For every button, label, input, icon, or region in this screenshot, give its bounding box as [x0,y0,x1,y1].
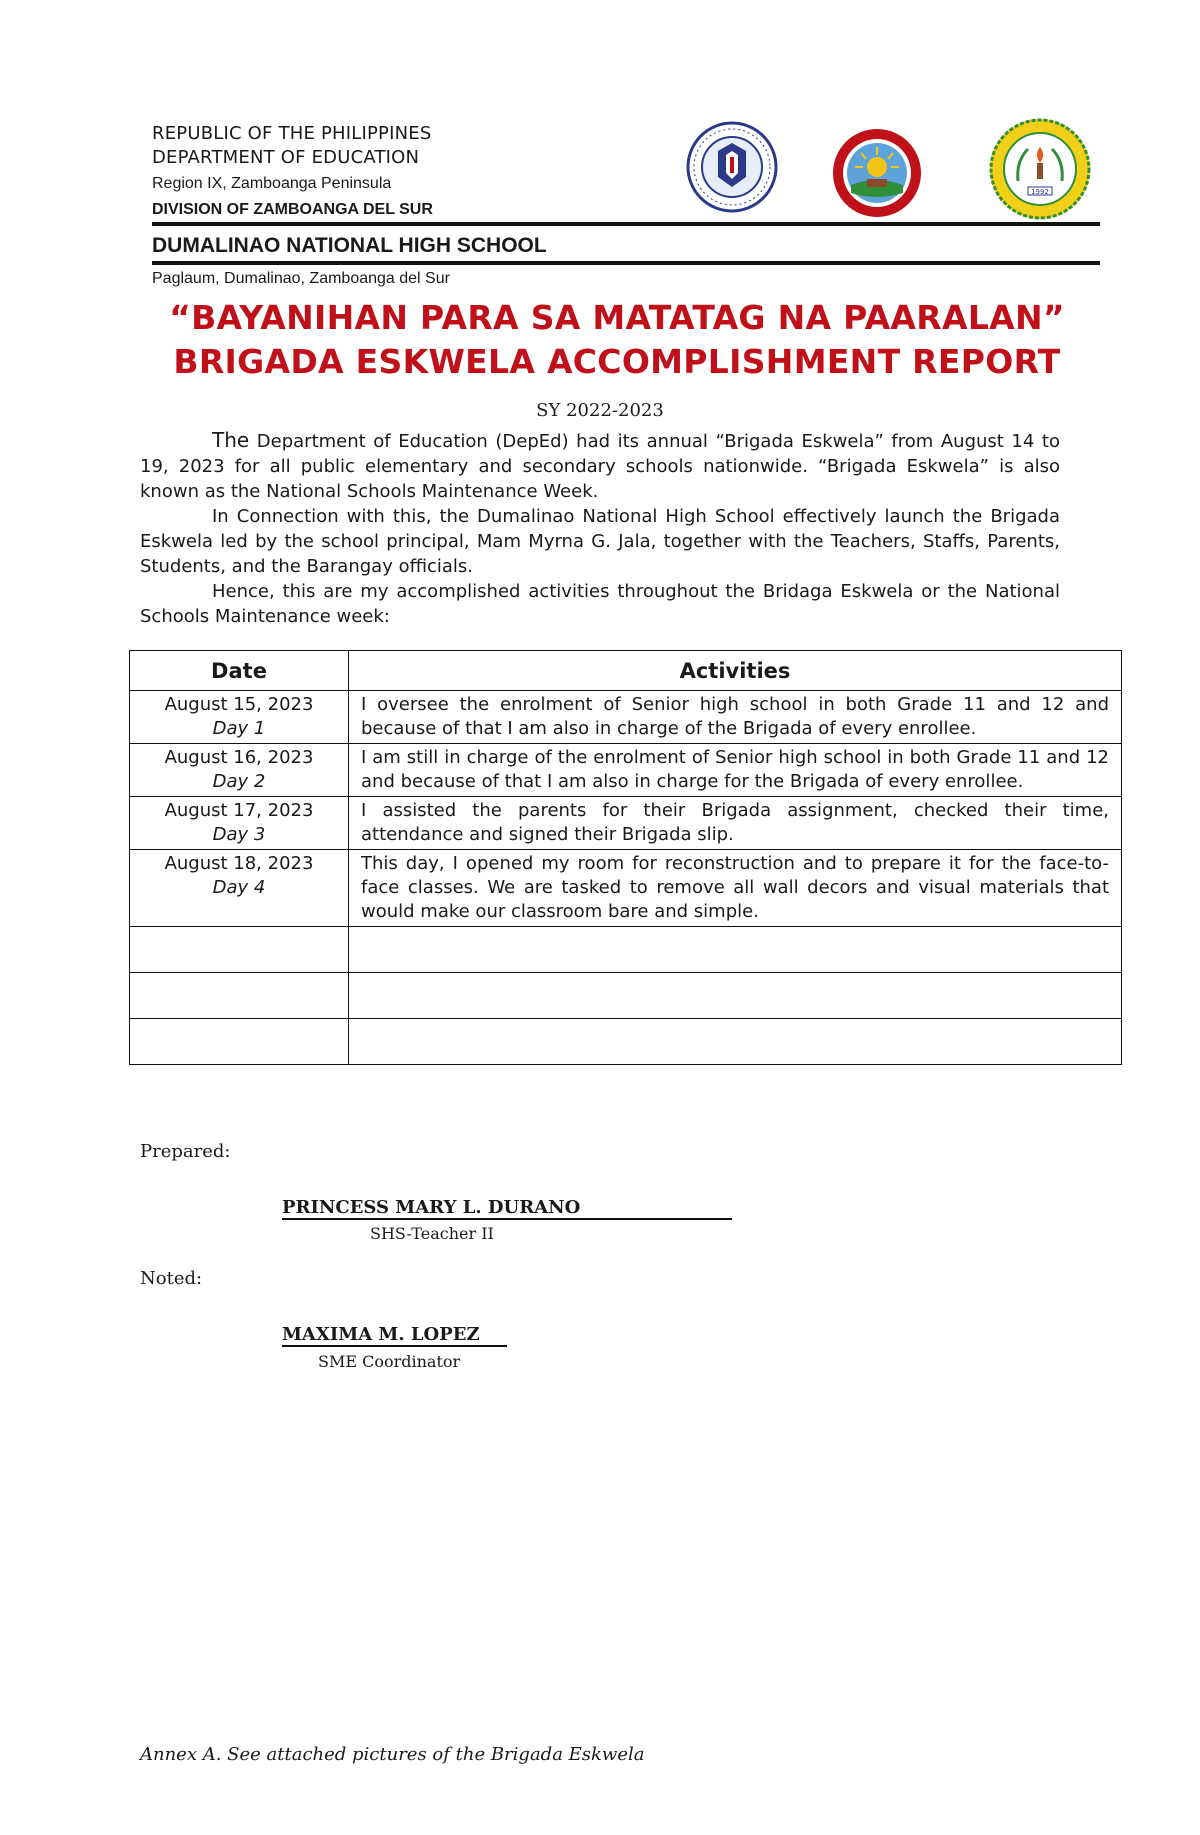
paragraph-1 [140,428,1060,504]
table-row [130,691,1122,744]
header-division: DIVISION OF ZAMBOANGA DEL SUR [152,201,433,218]
header-date: Date [130,651,349,691]
activity-cell: I oversee the enrolment of Senior high school in both Grade 11 and 12 and because of that I am also in charge of the Brigada of every enrollee. [349,691,1122,744]
date-cell [130,744,349,797]
school-seal-year: 1992 [1031,188,1049,196]
date-cell [130,797,349,850]
header-activities: Activities [349,651,1122,691]
date-text: August 16, 2023 [164,747,314,768]
day-text: Day 1 [212,718,266,739]
body-text [140,428,1060,629]
prepared-name: PRINCESS MARY L. DURANO [282,1197,581,1218]
empty-date-cell [130,1019,349,1065]
activities-table [129,650,1122,1065]
table-row [130,797,1122,850]
prepared-label: Prepared: [140,1141,231,1162]
date-text: August 17, 2023 [164,800,314,821]
school-address: Paglaum, Dumalinao, Zamboanga del Sur [152,270,450,287]
header-department: DEPARTMENT OF EDUCATION [152,147,420,168]
header-rule-bottom [152,261,1100,265]
empty-date-cell [130,973,349,1019]
header-republic: REPUBLIC OF THE PHILIPPINES [152,123,432,144]
annex-note: Annex A. See attached pictures of the Brigada Eskwela [140,1744,645,1765]
paragraph-3: Hence, this are my accomplished activities throughout the Bridaga Eskwela or the National Schools Maintenance week: [140,581,1060,627]
empty-activity-cell [349,1019,1122,1065]
empty-activity-cell [349,927,1122,973]
report-title-theme: “BAYANIHAN PARA SA MATATAG NA PAARALAN” [169,298,1065,337]
header-region: Region IX, Zamboanga Peninsula [152,175,392,192]
division-seal-logo [831,127,923,219]
activity-cell: This day, I opened my room for reconstruction and to prepare it for the face-to-face classes. We are tasked to remove all wall decors and visual materials that would make our classroom bare and simple. [349,850,1122,927]
day-text: Day 3 [212,824,266,845]
noted-name: MAXIMA M. LOPEZ [282,1324,480,1345]
empty-activity-cell [349,973,1122,1019]
noted-signature-line [282,1345,507,1347]
paragraph-1-lead: The [212,428,250,452]
table-header-row [130,651,1122,691]
activity-cell: I am still in charge of the enrolment of Senior high school in both Grade 11 and 12 and because of that I am also in charge for the Brigada of every enrollee. [349,744,1122,797]
table-row [130,744,1122,797]
table-row [130,850,1122,927]
prepared-signature-line [282,1218,732,1220]
deped-seal-logo [686,121,778,213]
noted-label: Noted: [140,1268,203,1289]
school-name: DUMALINAO NATIONAL HIGH SCHOOL [152,234,547,257]
paragraph-1-text: Department of Education (DepEd) had its annual “Brigada Eskwela” from August 14 to 19, 2023 for all public elementary and secondary schools nationwide. “Brigada Eskwela” is also known as the National Schools Maintenance Week. [140,431,1060,502]
school-year: SY 2022-2023 [536,400,664,421]
date-cell [130,850,349,927]
date-text: August 18, 2023 [164,853,314,874]
activity-cell: I assisted the parents for their Brigada assignment, checked their time, attendance and signed their Brigada slip. [349,797,1122,850]
school-seal-logo [988,117,1092,221]
day-text: Day 2 [212,771,266,792]
noted-role: SME Coordinator [318,1352,461,1371]
header-rule-top [152,222,1100,226]
report-title: BRIGADA ESKWELA ACCOMPLISHMENT REPORT [173,342,1061,381]
table-row-empty [130,973,1122,1019]
table-row-empty [130,927,1122,973]
paragraph-2: In Connection with this, the Dumalinao National High School effectively launch the Brigada Eskwela led by the school principal, Mam Myrna G. Jala, together with the Teachers, Staffs, Parents, Students, and the Barangay officials. [140,506,1060,577]
table-row-empty [130,1019,1122,1065]
date-text: August 15, 2023 [164,694,314,715]
day-text: Day 4 [212,877,266,898]
empty-date-cell [130,927,349,973]
date-cell [130,691,349,744]
prepared-role: SHS-Teacher II [370,1224,494,1243]
